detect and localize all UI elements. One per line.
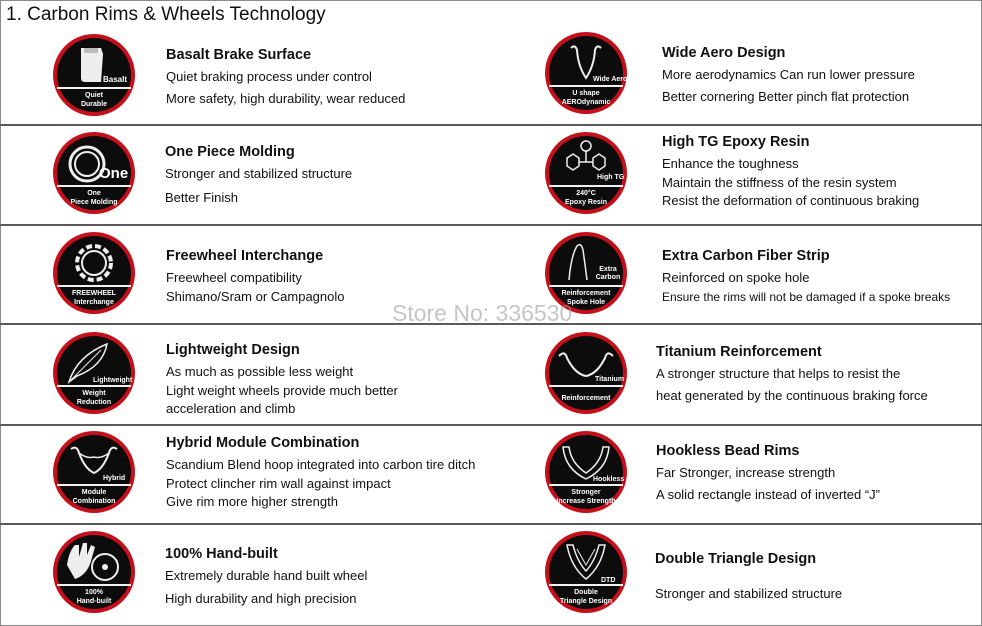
feature-line: A stronger structure that helps to resist the (656, 366, 901, 381)
badge-caption: Durable (80, 101, 108, 108)
feature-title: Lightweight Design (166, 342, 300, 358)
badge-caption: Stronger (571, 489, 601, 496)
feature-line: Shimano/Sram or Campagnolo (166, 289, 345, 304)
badge-divider (549, 285, 623, 287)
row-divider (0, 424, 982, 426)
badge-tag: Hookless (593, 476, 625, 483)
badge-tag: Extra Carbon (595, 266, 621, 281)
badge-tag: One (99, 165, 129, 182)
feature-line: Protect clincher rim wall against impact (166, 476, 391, 491)
feature-title: Basalt Brake Surface (166, 47, 312, 63)
feature-line: Freewheel compatibility (166, 270, 302, 285)
feature-title: 100% Hand-built (165, 546, 278, 562)
feature-line: Better Finish (165, 190, 238, 205)
feature-title: Double Triangle Design (655, 551, 817, 567)
wide-aero-badge (545, 32, 627, 114)
badge-tag: Lightweight (93, 377, 133, 384)
badge-tag: Titanium (595, 376, 625, 383)
feature-line: Better cornering Better pinch flat protection (662, 89, 910, 104)
badge-caption: Interchange (74, 299, 114, 306)
badge-caption: Piece Molding (70, 199, 118, 206)
badge-divider (549, 185, 623, 187)
one-piece-badge (53, 132, 135, 214)
double-triangle-badge (545, 531, 627, 613)
feature-line: High durability and high precision (165, 591, 357, 606)
hand-built-badge (53, 531, 135, 613)
feature-line: heat generated by the continuous braking force (656, 388, 928, 403)
feature-title: High TG Epoxy Resin (662, 134, 810, 150)
badge-caption: Spoke Hole (566, 299, 606, 306)
badge-caption: AEROdynamic (561, 99, 611, 106)
badge-caption: One (87, 190, 101, 197)
epoxy-badge (545, 132, 627, 214)
badge-caption: Epoxy Resin (564, 199, 607, 206)
badge-caption: 100% (85, 589, 103, 596)
badge-caption: Combination (72, 498, 116, 505)
feature-title: Freewheel Interchange (166, 248, 324, 264)
badge-tag: High TG (597, 174, 625, 181)
feature-line: Ensure the rims will not be damaged if a spoke breaks (662, 290, 951, 304)
feature-line: Maintain the stiffness of the resin system (662, 175, 897, 190)
titanium-badge (545, 332, 627, 414)
row-divider (0, 224, 982, 226)
badge-divider (57, 285, 131, 287)
feature-line: Enhance the toughness (662, 156, 799, 171)
badge-caption: Hand-built (76, 598, 112, 605)
badge-caption: Quiet (85, 92, 103, 99)
hookless-badge (545, 431, 627, 513)
badge-tag: DTD (601, 577, 616, 584)
row-divider (0, 523, 982, 525)
lightweight-badge (53, 332, 135, 414)
feature-line: Stronger and stabilized structure (655, 586, 843, 601)
badge-divider (57, 185, 131, 187)
badge-tag: Wide Aero (593, 76, 628, 83)
feature-line: Quiet braking process under control (166, 69, 372, 84)
badge-caption: U shape (572, 90, 600, 97)
feature-line: More safety, high durability, wear reduced (166, 91, 406, 106)
feature-line: Extremely durable hand built wheel (165, 568, 368, 583)
badge-caption: Increase Strength (556, 498, 616, 505)
badge-caption: Reinforcement (561, 290, 611, 297)
feature-line: Far Stronger, increase strength (656, 465, 836, 480)
badge-caption: 240°C (576, 190, 596, 197)
store-watermark: Store No: 336530 (392, 300, 573, 326)
feature-line: Resist the deformation of continuous braking (662, 193, 920, 208)
feature-line: Stronger and stabilized structure (165, 166, 353, 181)
feature-title: Wide Aero Design (662, 45, 786, 61)
feature-line: Give rim more higher strength (166, 494, 338, 509)
badge-caption: Reduction (76, 399, 112, 406)
feature-title: Hookless Bead Rims (656, 443, 800, 459)
feature-line: Light weight wheels provide much better (166, 383, 398, 398)
feature-line: Scandium Blend hoop integrated into carbon tire ditch (166, 457, 476, 472)
badge-divider (549, 85, 623, 87)
badge-divider (57, 87, 131, 89)
badge-caption: Reinforcement (561, 395, 611, 402)
feature-line: A solid rectangle instead of inverted “J” (656, 487, 881, 502)
feature-title: Extra Carbon Fiber Strip (662, 248, 830, 264)
badge-divider (57, 385, 131, 387)
feature-title: Hybrid Module Combination (166, 435, 360, 451)
badge-caption: Module (81, 489, 107, 496)
badge-divider (549, 584, 623, 586)
badge-divider (549, 385, 623, 387)
badge-divider (549, 484, 623, 486)
hybrid-badge (53, 431, 135, 513)
badge-tag: Basalt (103, 75, 128, 84)
feature-title: Titanium Reinforcement (656, 344, 822, 360)
feature-line: More aerodynamics Can run lower pressure (662, 67, 915, 82)
row-divider (0, 124, 982, 126)
badge-caption: FREEWHEEL (72, 290, 116, 297)
badge-caption: Triangle Design (559, 598, 613, 605)
feature-line: Reinforced on spoke hole (662, 270, 810, 285)
badge-divider (57, 484, 131, 486)
badge-divider (57, 584, 131, 586)
badge-tag: Hybrid (103, 475, 126, 482)
basalt-badge (53, 34, 135, 116)
badge-caption: Weight (82, 390, 106, 397)
page-title: 1. Carbon Rims & Wheels Technology (6, 4, 326, 25)
feature-line: As much as possible less weight (166, 364, 354, 379)
freewheel-badge (53, 232, 135, 314)
feature-line: acceleration and climb (166, 401, 296, 416)
badge-caption: Double (574, 589, 598, 596)
feature-title: One Piece Molding (165, 144, 295, 160)
